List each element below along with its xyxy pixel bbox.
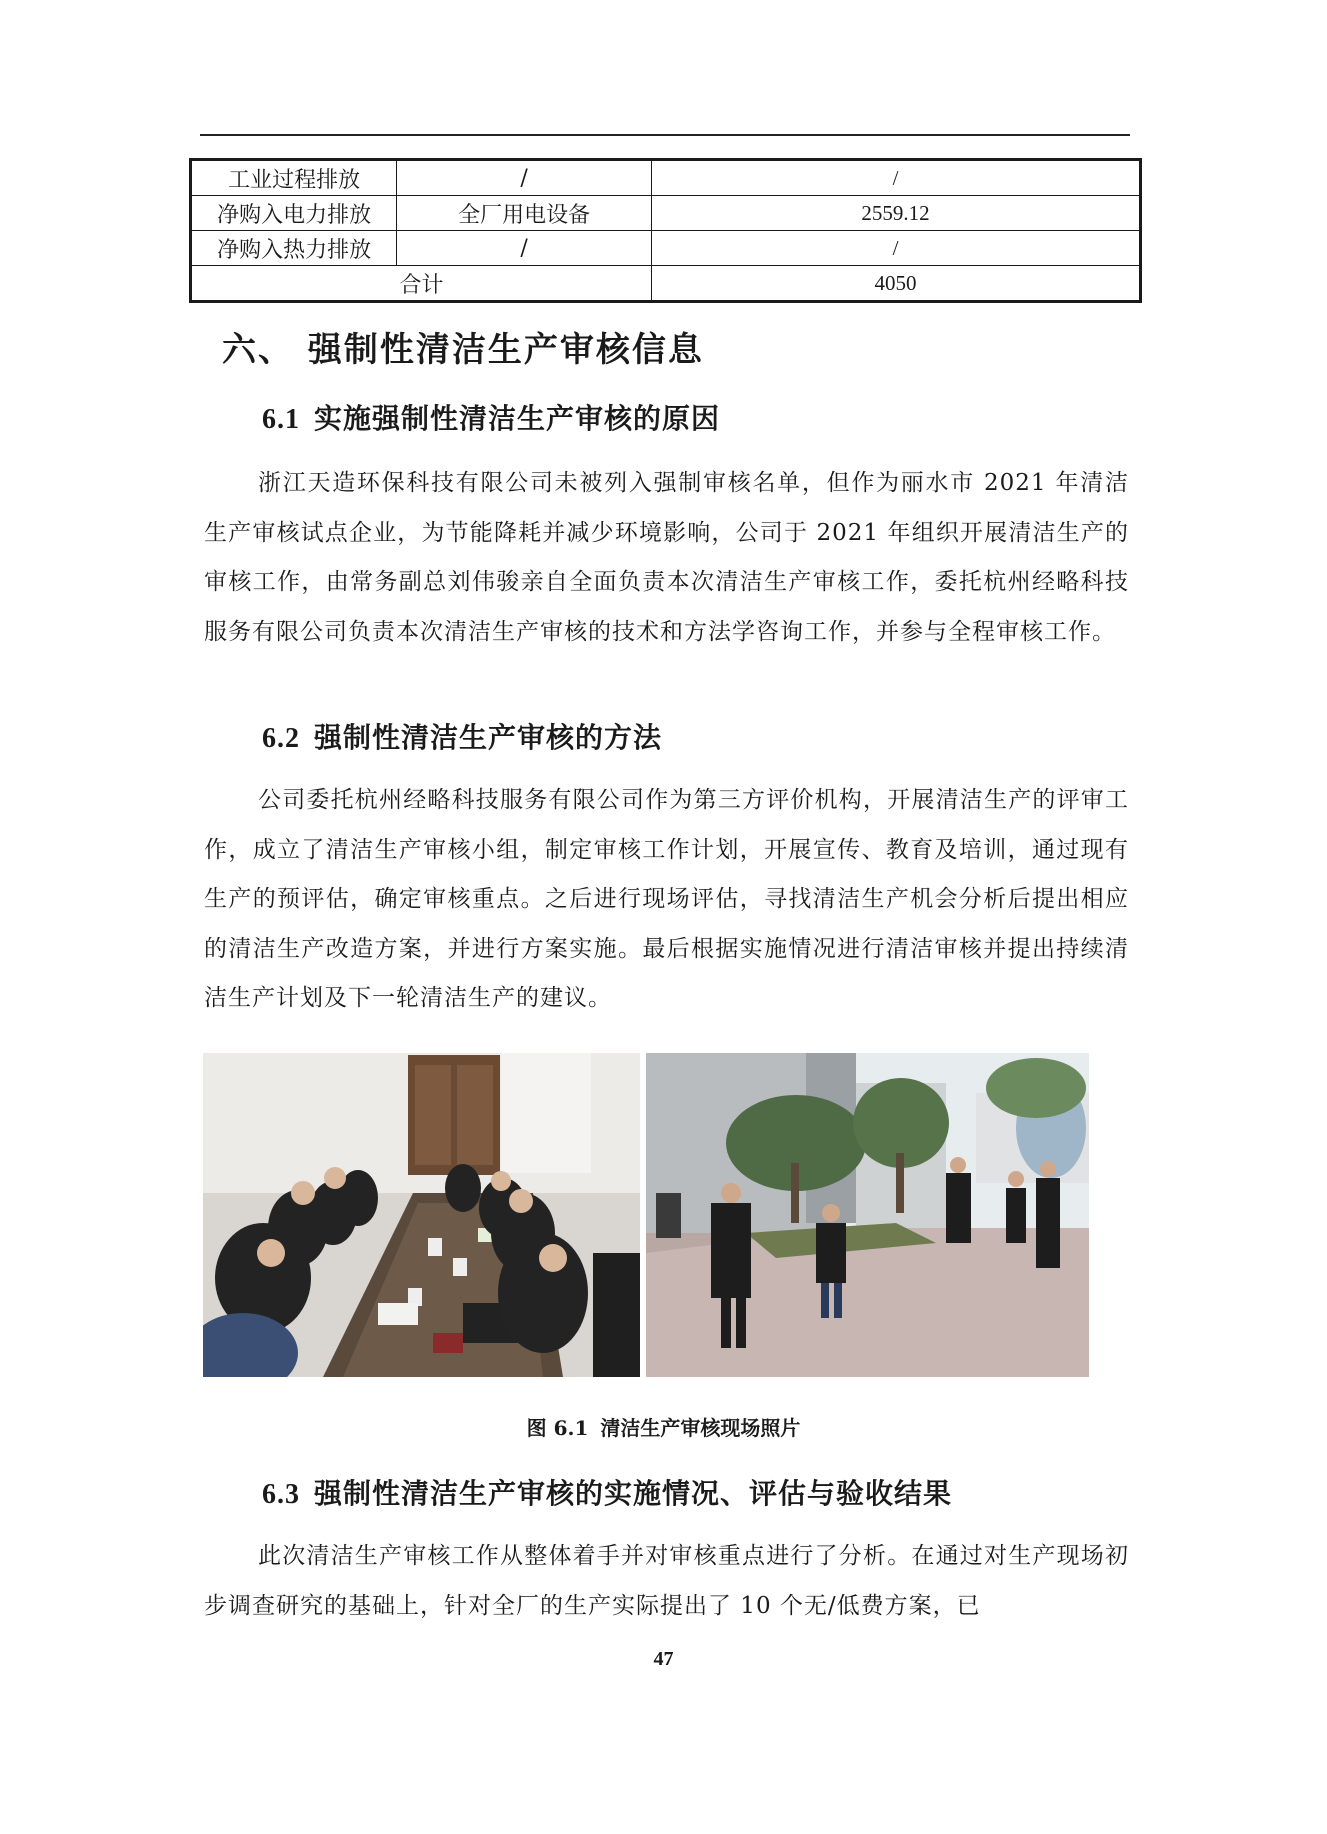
table-cell: / <box>397 231 652 266</box>
table-total-row <box>191 266 1141 302</box>
table-row <box>191 196 1141 231</box>
paragraph-6-1: 浙江天造环保科技有限公司未被列入强制审核名单，但作为丽水市 2021 年清洁生产审核试点企业，为节能降耗并减少环境影响，公司于 2021 年组织开展清洁生产的审核工作，由常务副总刘伟骏亲自全面负责本次清洁生产审核工作，委托杭州经略科技服务有限公司负责本次清洁生产审核的技术和方法学咨询工作，并参与全程审核工作。 <box>204 470 1129 645</box>
table-cell: / <box>652 231 1141 266</box>
table-cell: 净购入热力排放 <box>191 231 397 266</box>
heading-6-3 <box>262 1472 952 1512</box>
emissions-table <box>189 158 1142 303</box>
meeting-photo <box>203 1053 640 1377</box>
heading-6-1 <box>262 397 720 437</box>
figure-caption <box>0 1412 1327 1441</box>
table-row <box>191 231 1141 266</box>
table-row <box>191 160 1141 196</box>
table-cell: / <box>397 160 652 196</box>
table-cell: 全厂用电设备 <box>397 196 652 231</box>
page-number: 47 <box>653 1648 674 1670</box>
heading-number: 6.1 <box>262 404 300 435</box>
table-cell: 2559.12 <box>652 196 1141 231</box>
table-cell: 工业过程排放 <box>191 160 397 196</box>
heading-text: 实施强制性清洁生产审核的原因 <box>314 402 721 435</box>
heading-6-2 <box>262 716 662 756</box>
heading-number: 6.2 <box>262 723 300 754</box>
total-value: 4050 <box>652 266 1141 302</box>
paragraph-6-3: 此次清洁生产审核工作从整体着手并对审核重点进行了分析。在通过对生产现场初步调查研究的基础上，针对全厂的生产实际提出了 10 个无/低费方案，已 <box>204 1543 1129 1619</box>
site-photo <box>646 1053 1089 1377</box>
table-cell: / <box>652 160 1141 196</box>
heading-text: 强制性清洁生产审核的方法 <box>314 721 663 754</box>
section-title: 六、 强制性清洁生产审核信息 <box>222 330 704 370</box>
paragraph-6-2: 公司委托杭州经略科技服务有限公司作为第三方评价机构，开展清洁生产的评审工作，成立了清洁生产审核小组，制定审核工作计划，开展宣传、教育及培训，通过现有生产的预评估，确定审核重点。之后进行现场评估，寻找清洁生产机会分析后提出相应的清洁生产改造方案，并进行方案实施。最后根据实施情况进行清洁审核并提出持续清洁生产计划及下一轮清洁生产的建议。 <box>204 787 1129 1011</box>
figure-caption-text: 清洁生产审核现场照片 <box>600 1416 801 1440</box>
heading-number: 6.3 <box>262 1479 300 1510</box>
header-rule <box>200 134 1130 136</box>
total-label: 合计 <box>191 266 652 302</box>
figure-number: 图 6.1 <box>526 1416 589 1440</box>
heading-text: 强制性清洁生产审核的实施情况、评估与验收结果 <box>314 1477 953 1510</box>
table-cell: 净购入电力排放 <box>191 196 397 231</box>
